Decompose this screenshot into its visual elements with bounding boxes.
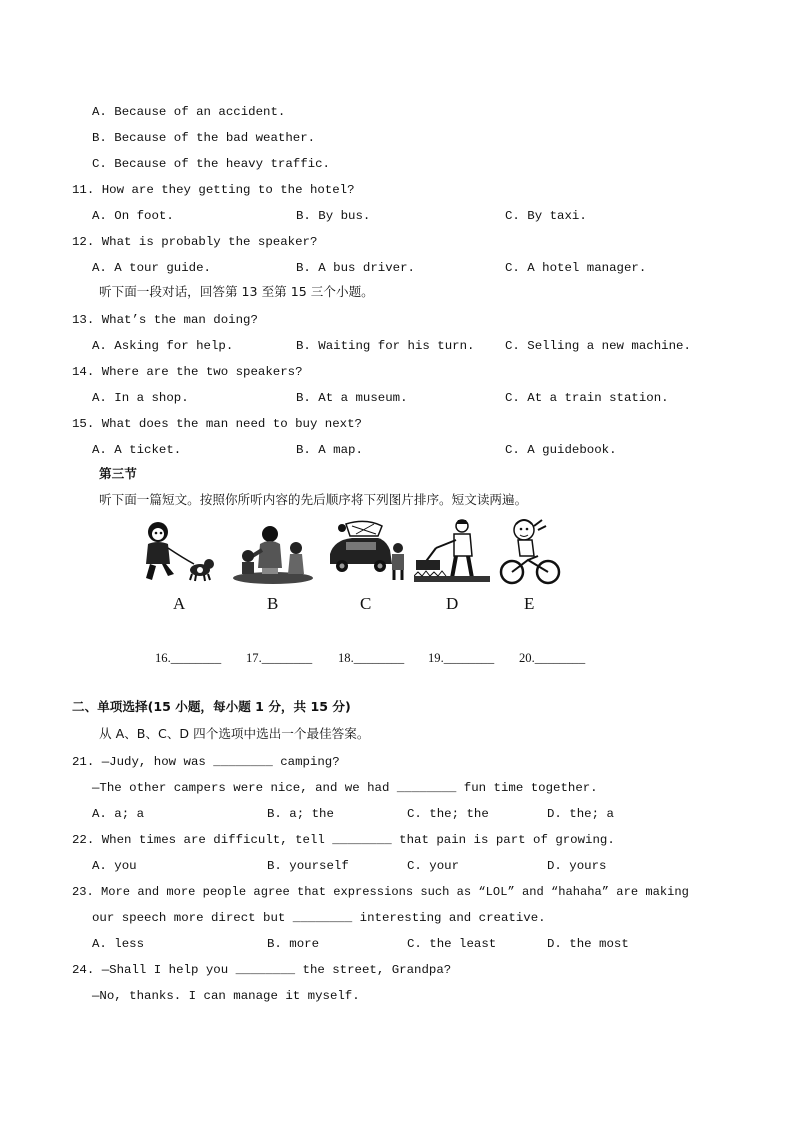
answer-blank-20[interactable]: 20.________ — [519, 651, 586, 665]
q21-option-a: A. a; a — [92, 807, 145, 821]
q12-option-b: B. A bus driver. — [296, 261, 415, 275]
q12-option-a: A. A tour guide. — [92, 261, 211, 275]
boy-cycling-icon — [498, 518, 564, 586]
q15-stem: 15. What does the man need to buy next? — [72, 417, 362, 431]
part2-instruction: 从 A、B、C、D 四个选项中选出一个最佳答案。 — [99, 726, 370, 741]
q24-line1: 24. —Shall I help you ________ the street, Grandpa? — [72, 963, 452, 977]
dialog-instruction: 听下面一段对话，回答第 13 至第 15 三个小题。 — [99, 284, 374, 299]
section3-instruction: 听下面一篇短文。按照你所听内容的先后顺序将下列图片排序。短文读两遍。 — [99, 492, 528, 507]
q22-stem: 22. When times are difficult, tell ________ that pain is part of growing. — [72, 833, 615, 847]
q13-option-b: B. Waiting for his turn. — [296, 339, 475, 353]
q15-option-c: C. A guidebook. — [505, 443, 617, 457]
q10-option-c: C. Because of the heavy traffic. — [92, 157, 330, 171]
q14-option-b: B. At a museum. — [296, 391, 408, 405]
q11-stem: 11. How are they getting to the hotel? — [72, 183, 355, 197]
q22-option-d: D. yours — [547, 859, 607, 873]
part2-title: 二、单项选择(15 小题，每小题 1 分，共 15 分) — [72, 699, 351, 714]
q22-option-a: A. you — [92, 859, 137, 873]
q23-option-a: A. less — [92, 937, 145, 951]
answer-blank-18[interactable]: 18.________ — [338, 651, 405, 665]
family-car-icon — [326, 518, 408, 584]
answer-blank-16[interactable]: 16.________ — [155, 651, 222, 665]
q13-option-a: A. Asking for help. — [92, 339, 234, 353]
q22-option-b: B. yourself — [267, 859, 349, 873]
q14-option-a: A. In a shop. — [92, 391, 189, 405]
q13-stem: 13. What’s the man doing? — [72, 313, 258, 327]
q14-stem: 14. Where are the two speakers? — [72, 365, 303, 379]
q21-line2: —The other campers were nice, and we had ________ fun time together. — [92, 781, 598, 795]
q12-stem: 12. What is probably the speaker? — [72, 235, 318, 249]
q22-option-c: C. your — [407, 859, 460, 873]
family-picnic-icon — [232, 520, 314, 584]
picture-label-e: E — [524, 594, 535, 613]
picture-label-b: B — [267, 594, 279, 613]
q23-option-d: D. the most — [547, 937, 629, 951]
picture-label-a: A — [173, 594, 186, 613]
q11-option-b: B. By bus. — [296, 209, 371, 223]
answer-blank-19[interactable]: 19.________ — [428, 651, 495, 665]
q23-line2: our speech more direct but ________ interesting and creative. — [92, 911, 546, 925]
picture-label-c: C — [360, 594, 372, 613]
q10-option-b: B. Because of the bad weather. — [92, 131, 316, 145]
q13-option-c: C. Selling a new machine. — [505, 339, 691, 353]
q21-option-c: C. the; the — [407, 807, 489, 821]
q24-line2: —No, thanks. I can manage it myself. — [92, 989, 360, 1003]
q23-line1: 23. More and more people agree that expressions such as “LOL” and “hahaha” are making — [72, 885, 689, 899]
section3-title: 第三节 — [99, 466, 137, 481]
answer-blank-17[interactable]: 17.________ — [246, 651, 313, 665]
q23-option-c: C. the least — [407, 937, 497, 951]
q15-option-b: B. A map. — [296, 443, 363, 457]
q23-option-b: B. more — [267, 937, 320, 951]
q21-line1: 21. —Judy, how was ________ camping? — [72, 755, 340, 769]
q10-option-a: A. Because of an accident. — [92, 105, 286, 119]
q21-option-d: D. the; a — [547, 807, 614, 821]
q15-option-a: A. A ticket. — [92, 443, 182, 457]
q21-option-b: B. a; the — [267, 807, 334, 821]
boy-walking-dog-icon — [138, 520, 216, 584]
q14-option-c: C. At a train station. — [505, 391, 669, 405]
q12-option-c: C. A hotel manager. — [505, 261, 647, 275]
man-mowing-lawn-icon — [414, 518, 490, 584]
q11-option-c: C. By taxi. — [505, 209, 587, 223]
picture-label-d: D — [446, 594, 459, 613]
q11-option-a: A. On foot. — [92, 209, 174, 223]
